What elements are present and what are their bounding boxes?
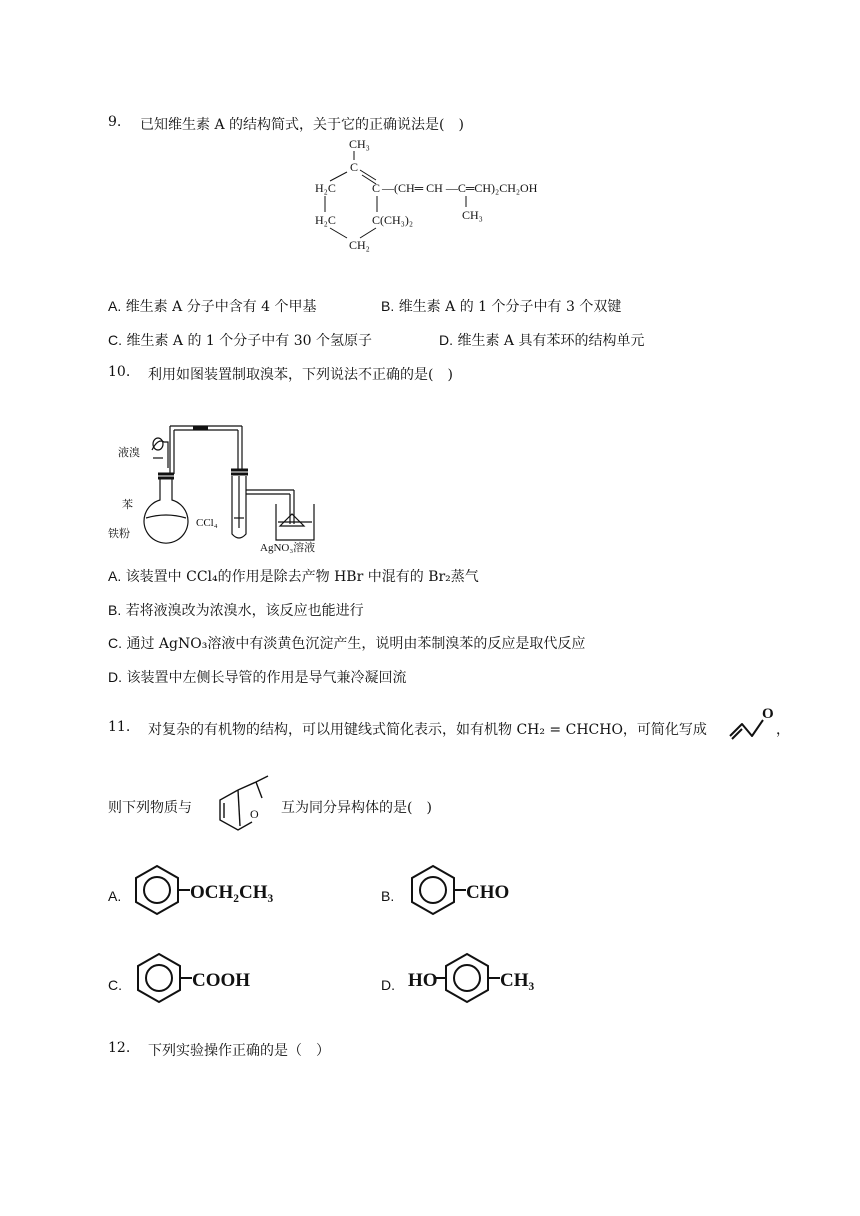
ch2-bottom-label: CH₂ [349,238,370,252]
h2c-lower-label: H₂C [315,213,336,227]
benzaldehyde-structure [408,864,518,926]
c-top-label: C [350,160,359,174]
option-d-hydroxyl: HO [408,970,438,991]
ch3-branch-label: CH₃ [462,208,483,222]
acrolein-oxygen-label: O [762,706,774,722]
q9-stem: 已知维生素 A 的结构简式，关于它的正确说法是( ) [140,117,464,133]
pyran-oxygen-label: O [250,807,259,821]
q9-option-c-text: 维生素 A 的 1 个分子中有 30 个氢原子 [126,333,372,349]
q10-option-a[interactable]: A. 该装置中 CCl₄的作用是除去产物 HBr 中混有的 Br₂蒸气 [108,568,479,585]
q9-option-a[interactable]: A. 维生素 A 分子中含有 4 个甲基 [108,298,317,315]
option-b-substituent: CHO [466,882,510,903]
q10-option-c-text: 通过 AgNO₃溶液中有淡黄色沉淀产生，说明由苯制溴苯的反应是取代反应 [126,636,586,652]
acrolein-skeletal-formula [726,704,776,744]
q11-stem-end: ， [776,722,790,738]
bromobenzene-apparatus [108,418,348,558]
option-a-substituent: OCH₂CH₃ [190,882,274,903]
q10-option-d-text: 该装置中左侧长导管的作用是导气兼冷凝回流 [126,670,407,686]
q10-stem: 利用如图装置制取溴苯，下列说法不正确的是( ) [148,367,453,383]
q9-option-b[interactable]: B. 维生素 A 的 1 个分子中有 3 个双键 [381,298,622,315]
c-right-label: C [372,181,381,195]
q11-option-b[interactable]: B. [381,888,395,904]
q11-line2-post: 互为同分异构体的是( ) [281,800,432,816]
q10-option-a-text: 该装置中 CCl₄的作用是除去产物 HBr 中混有的 Br₂蒸气 [125,569,479,585]
ch3-top-label: CH₃ [349,137,370,151]
q12-number: 12. [108,1040,131,1056]
q11-number: 11. [108,719,131,735]
phenetole-structure [132,864,292,926]
option-c-substituent: COOH [192,970,251,991]
label-ccl4: CCl₄ [196,517,218,529]
q9-option-d-text: 维生素 A 具有苯环的结构单元 [457,333,645,349]
q11-stem: 对复杂的有机物的结构，可以用键线式简化表示，如有机物 CH₂ = CHCHO，可简化写成 [148,722,707,738]
q10-option-b[interactable]: B. 若将液溴改为浓溴水，该反应也能进行 [108,602,364,619]
q10-number: 10. [108,364,131,380]
label-benzene: 苯 [122,499,133,511]
option-d-substituent: CH₃ [500,970,535,991]
vitamin-a-structure [300,134,580,258]
q11-line2-pre: 则下列物质与 [108,800,192,816]
c-dimethyl-label: C(CH₃)₂ [372,213,414,227]
side-chain-label: —(CH═ CH —C═CH)₂CH₂OH [382,181,538,195]
q9-option-b-text: 维生素 A 的 1 个分子中有 3 个双键 [398,299,622,315]
q10-option-b-text: 若将液溴改为浓溴水，该反应也能进行 [125,603,364,619]
q12-stem: 下列实验操作正确的是（ ） [148,1043,330,1059]
p-cresol-structure [406,952,546,1014]
q9-number: 9. [108,114,122,130]
pyran-ethylidene-structure [212,768,276,844]
benzoic-acid-structure [134,952,264,1014]
q9-option-a-text: 维生素 A 分子中含有 4 个甲基 [125,299,317,315]
label-iron-powder: 铁粉 [108,528,130,540]
q10-option-d[interactable]: D. 该装置中左侧长导管的作用是导气兼冷凝回流 [108,669,407,686]
q11-option-d[interactable]: D. [381,977,395,993]
q9-option-c[interactable]: C. 维生素 A 的 1 个分子中有 30 个氢原子 [108,332,372,349]
label-agno3-solution: AgNO₃溶液 [260,542,316,554]
q9-option-d[interactable]: D. 维生素 A 具有苯环的结构单元 [439,332,645,349]
q11-option-c[interactable]: C. [108,977,122,993]
h2c-upper-label: H₂C [315,181,336,195]
q10-option-c[interactable]: C. 通过 AgNO₃溶液中有淡黄色沉淀产生，说明由苯制溴苯的反应是取代反应 [108,635,586,652]
q11-option-a[interactable]: A. [108,888,122,904]
label-liquid-bromine: 液溴 [118,447,140,459]
